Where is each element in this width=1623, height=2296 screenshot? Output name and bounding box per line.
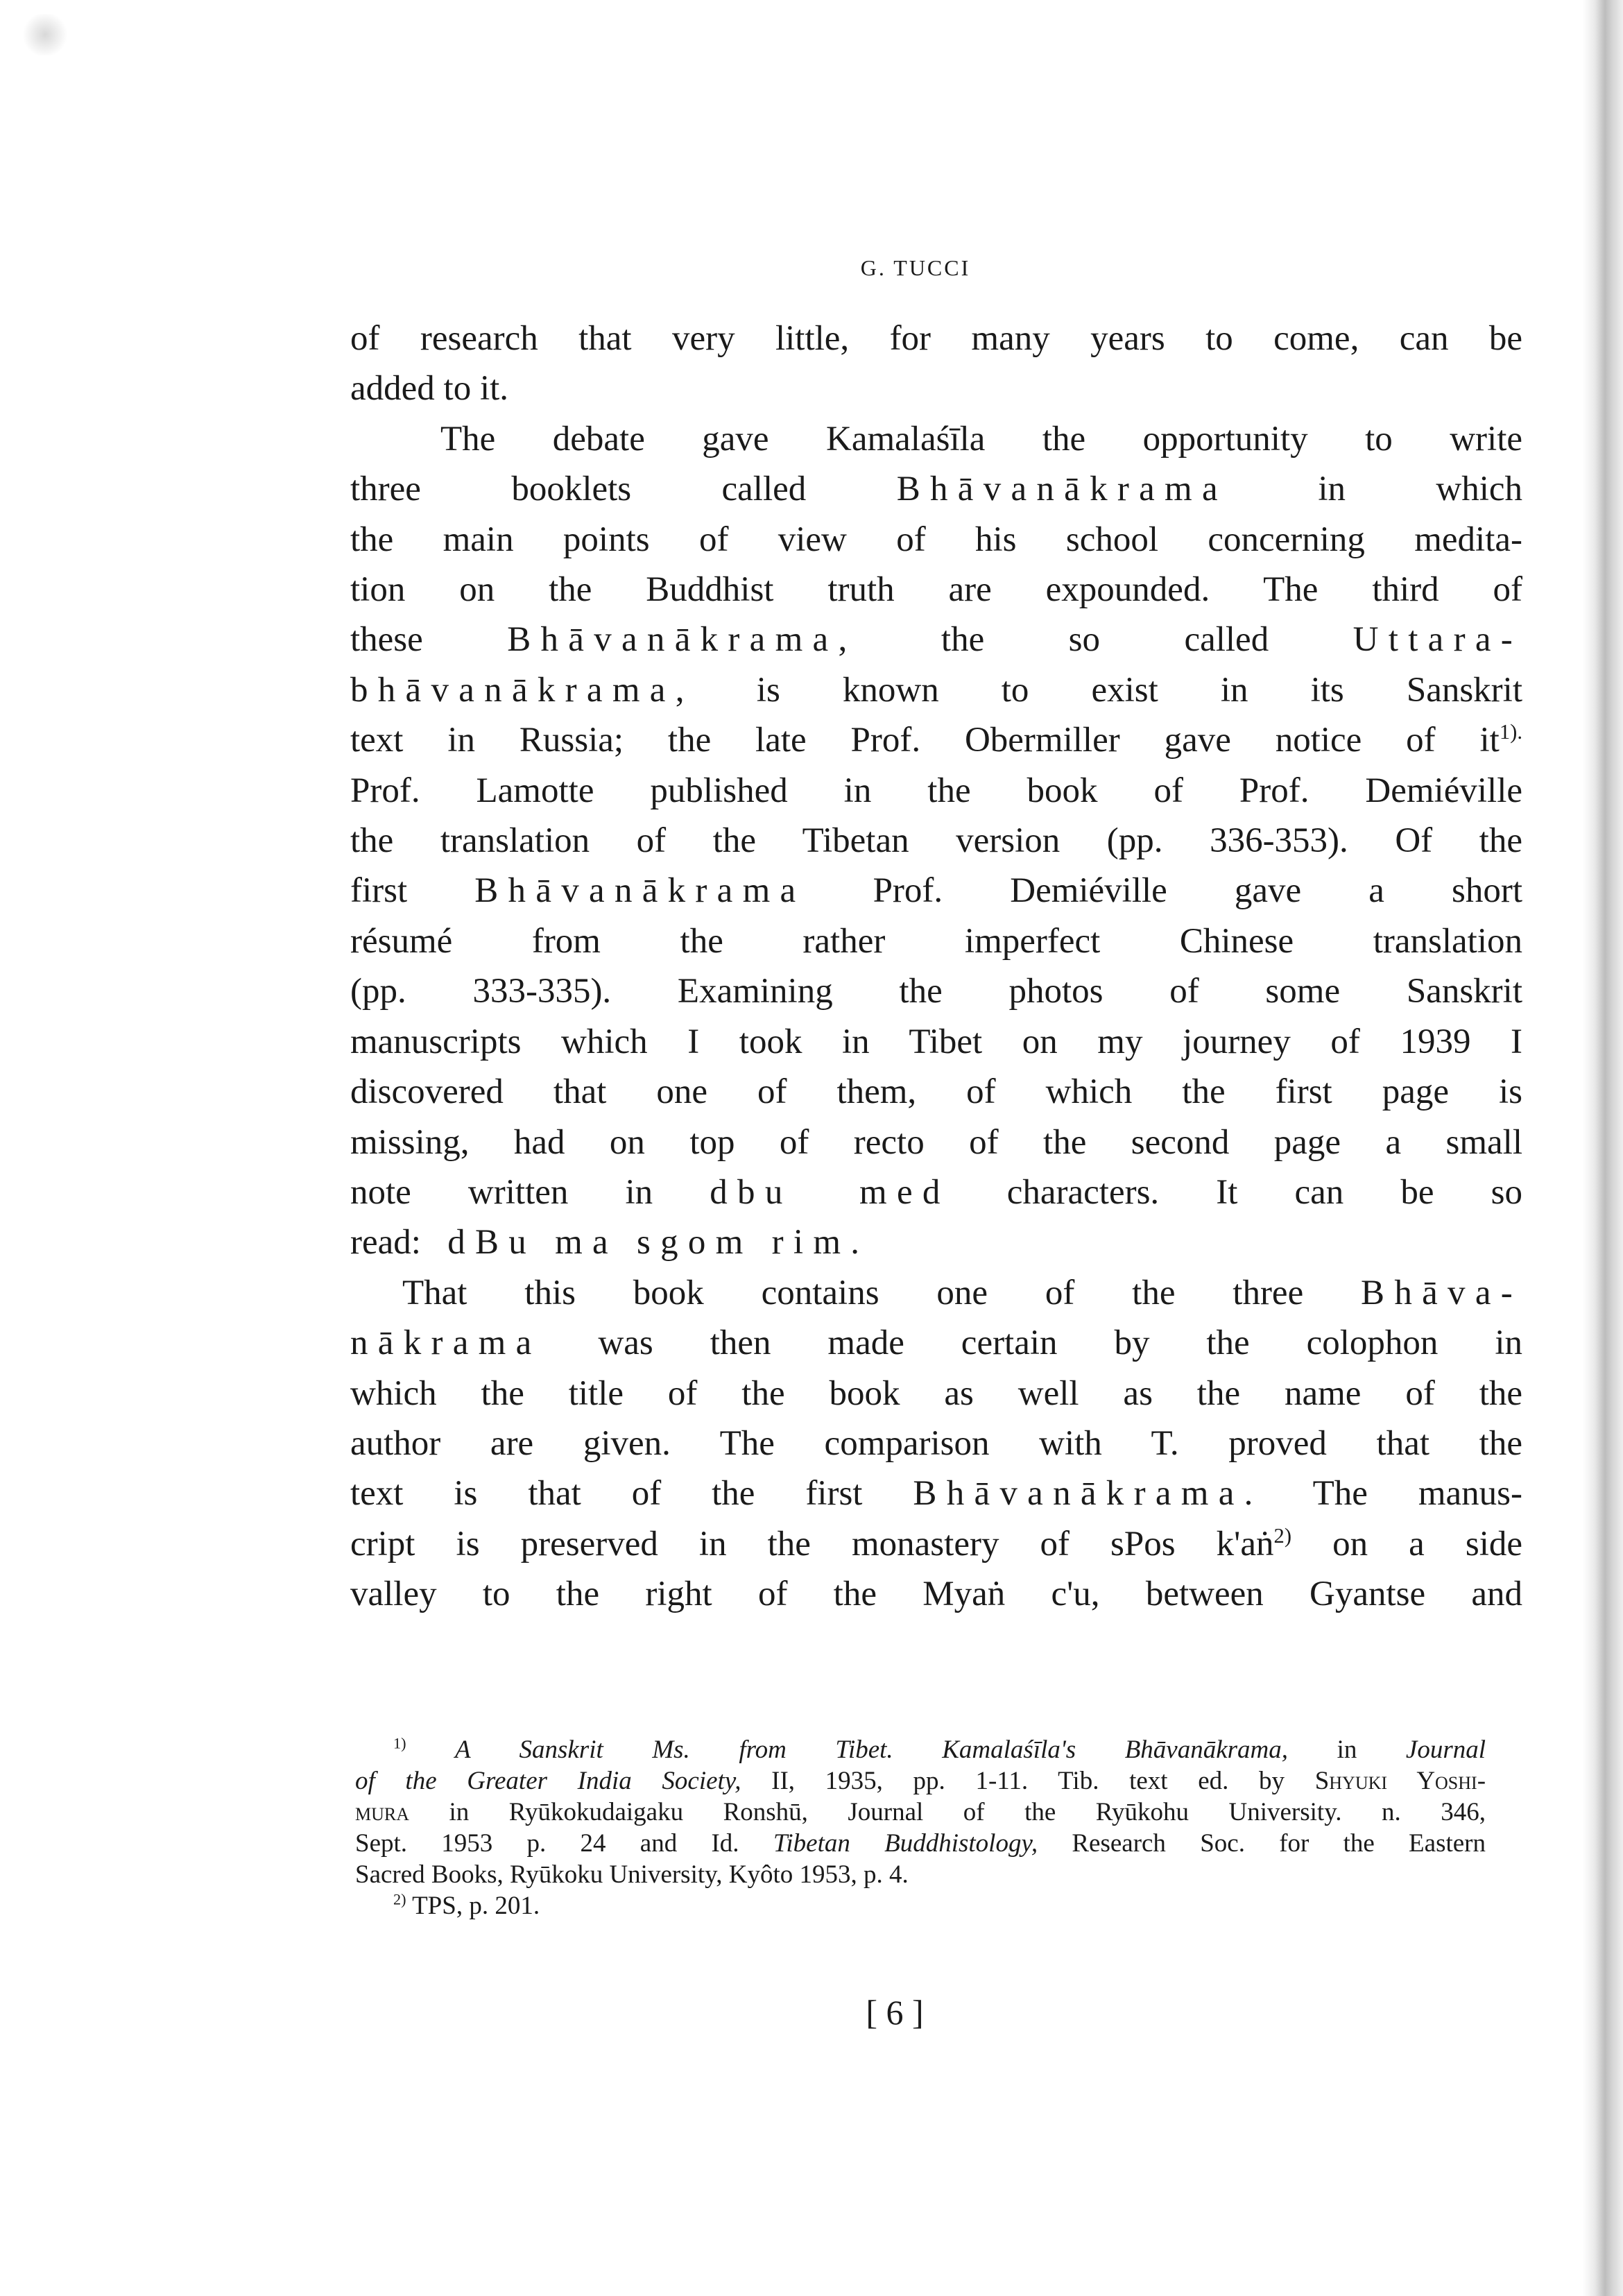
text-line: author are given. The comparison with T. proved that the bbox=[350, 1423, 1522, 1463]
text-line: first Bhāvanākrama Prof. Demiéville gave a short bbox=[350, 871, 1523, 911]
footnote-line: $^{2)}$ TPS, p. 201. bbox=[393, 1890, 540, 1920]
text-line: read: dBu ma sgom rim. bbox=[350, 1223, 870, 1262]
spaced-term: dBu ma sgom rim. bbox=[447, 1223, 870, 1262]
text-line: résumé from the rather imperfect Chinese translation bbox=[350, 921, 1522, 961]
main-text bbox=[350, 314, 1522, 1620]
spaced-term: nākrama bbox=[350, 1323, 542, 1363]
text-line: manuscripts which I took in Tibet on my journey of 1939 I bbox=[350, 1022, 1522, 1061]
text-line: nākrama was then made certain by the colophon in bbox=[350, 1323, 1523, 1363]
text-line: text is that of the first Bhāvanākrama. The manus- bbox=[350, 1474, 1522, 1514]
text-line: (pp. 333-335). Examining the photos of some Sanskrit bbox=[350, 972, 1522, 1011]
running-header: G. TUCCI bbox=[860, 255, 971, 280]
text-line: which the title of the book as well as the name of the bbox=[350, 1373, 1522, 1413]
spaced-term: Bhāvanākrama. bbox=[913, 1474, 1263, 1514]
text-line: The debate gave Kamalaśīla the opportunity to write bbox=[440, 419, 1522, 459]
footnote-line: Sept. 1953 p. 24 and Id. Tibetan Buddhistology, Research Soc. for the Eastern bbox=[355, 1829, 1486, 1858]
spaced-term: Bhāvanākrama bbox=[896, 470, 1228, 509]
footnote-line: mura in Ryūkokudaigaku Ronshū, Journal of the Ryūkohu University. n. 346, bbox=[355, 1798, 1486, 1826]
text-line: valley to the right of the Myaṅ c'u, between Gyantse and bbox=[350, 1575, 1522, 1614]
text-line: missing, had on top of recto of the second page a small bbox=[350, 1122, 1522, 1162]
text-line: these Bhāvanākrama, the so called Uttara- bbox=[350, 620, 1523, 660]
text-line: of research that very little, for many years to come, can be bbox=[350, 319, 1522, 358]
spaced-term: Bhāvanākrama bbox=[474, 871, 806, 911]
text-line: three booklets called Bhāvanākrama in which bbox=[350, 470, 1523, 509]
page-number: [ 6 ] bbox=[866, 1993, 924, 2032]
scan-page-edge bbox=[1583, 0, 1623, 2296]
footnote-ref: 2) bbox=[1273, 1523, 1292, 1548]
footnote-line: of the Greater India Society, II, 1935, pp. 1-11. Tib. text ed. by Shyuki Yoshi- bbox=[355, 1767, 1486, 1795]
text-line: discovered that one of them, of which the first page is bbox=[350, 1072, 1522, 1112]
text-line: note written in dbu med characters. It can be so bbox=[350, 1172, 1522, 1212]
spaced-term: Bhāva- bbox=[1361, 1273, 1522, 1312]
text-line: the main points of view of his school concerning medita- bbox=[350, 520, 1522, 559]
text-line: Prof. Lamotte published in the book of Prof. Demiéville bbox=[350, 771, 1522, 810]
text-line: cript is preserved in the monastery of sPos k'aṅ$^{2)}$ on a side bbox=[350, 1523, 1523, 1563]
text-line: text in Russia; the late Prof. Obermiller gave notice of $it^{1).}$ bbox=[350, 720, 1522, 760]
footnote-line: $^{1)}$ A Sanskrit Ms. from Tibet. Kamalaśīla's Bhāvanākrama, in Journal bbox=[393, 1734, 1486, 1764]
footnote-ref: 1). bbox=[1499, 720, 1522, 744]
footnote-line: Sacred Books, Ryūkoku University, Kyôto 1953, p. 4. bbox=[355, 1860, 909, 1889]
scan-speck bbox=[21, 14, 69, 55]
spaced-term: Uttara- bbox=[1352, 620, 1523, 660]
footnotes bbox=[355, 1734, 1486, 1921]
text-line: the translation of the Tibetan version (pp. 336-353). Of the bbox=[350, 821, 1522, 861]
text-line: That this book contains one of the three Bhāva- bbox=[402, 1273, 1522, 1312]
text-line: bhāvanākrama, is known to exist in its Sanskrit bbox=[350, 670, 1522, 710]
text-line: added to it. bbox=[350, 369, 509, 409]
text-line: tion on the Buddhist truth are expounded. The third of bbox=[350, 570, 1522, 610]
spaced-term: dbu med bbox=[710, 1172, 950, 1212]
spaced-term: bhāvanākrama, bbox=[350, 670, 694, 710]
spaced-term: Bhāvanākrama, bbox=[507, 620, 857, 660]
